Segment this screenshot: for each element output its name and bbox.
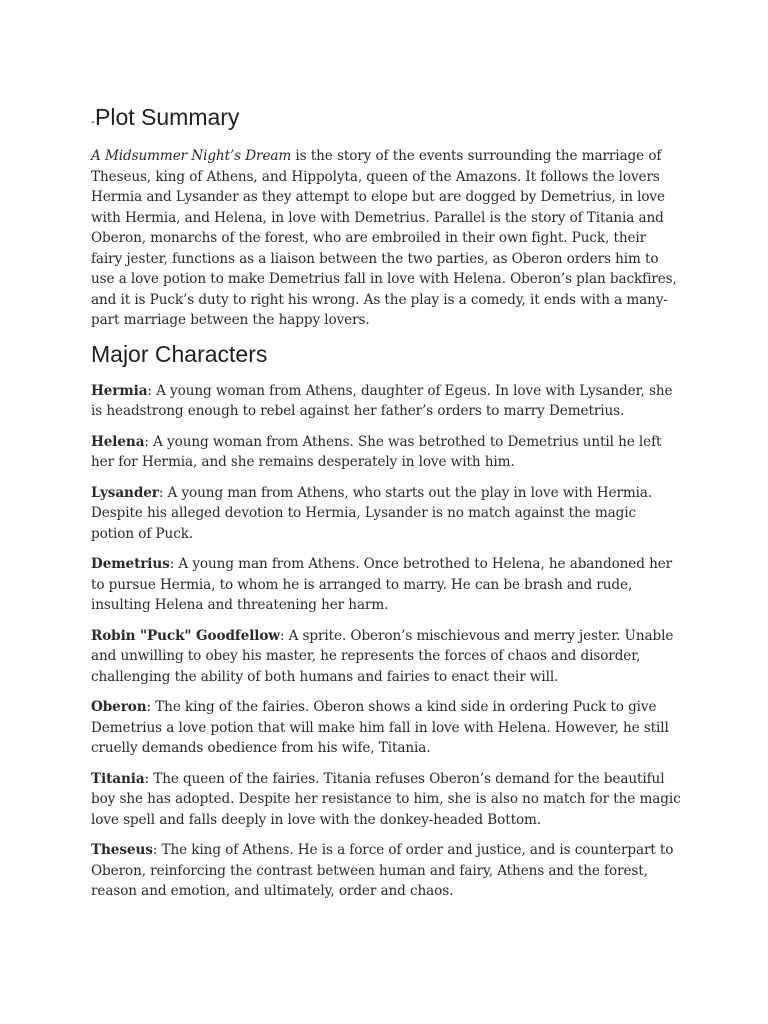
character-description: : The king of the fairies. Oberon shows a kind side in ordering Puck to give Demetrius a love potion that will make him fall in love with Helena. However, he still cruelly demands obedience from his wife, Titania. [91,699,669,756]
character-entry-puck [91,626,681,688]
plot-summary-paragraph [91,146,681,331]
character-name: Hermia [91,382,148,399]
document-page [91,100,681,912]
character-entry-lysander [91,483,681,545]
character-description: : The king of Athens. He is a force of order and justice, and is counterpart to Oberon, reinforcing the contrast between human and fairy, Athens and the forest, reason and emotion, and ultimately, order and chaos. [91,842,674,899]
character-entry-hermia [91,381,681,422]
character-name: Oberon [91,699,147,715]
character-description: : A young woman from Athens. She was betrothed to Demetrius until he left her for Hermia, and she remains desperately in love with him. [91,433,662,470]
heading-dash: - [91,114,95,128]
character-description: : A young man from Athens. Once betrothed to Helena, he abandoned her to pursue Hermia, to whom he is arranged to marry. He can be brash and rude, insulting Helena and threatening her harm. [91,556,673,613]
character-description: : The queen of the fairies. Titania refuses Oberon’s demand for the beautiful boy she has adopted. Despite her resistance to him, she is also no match for the magic love spell and falls deeply in love with the donkey-headed Bottom. [91,770,681,828]
character-entry-titania [91,769,681,831]
character-description: : A sprite. Oberon’s mischievous and merry jester. Unable and unwilling to obey his master, he represents the forces of chaos and disorder, challenging the ability of both humans and fairies to enact their will. [91,627,674,685]
character-description: : A young woman from Athens, daughter of Egeus. In love with Lysander, she is headstrong enough to rebel against her father’s orders to marry Demetrius. [91,382,673,419]
character-name: Demetrius [91,556,170,572]
character-name: Theseus [91,842,153,858]
character-list [91,381,681,902]
character-entry-theseus [91,840,681,902]
character-name: Titania [91,770,145,787]
character-entry-helena [91,432,681,473]
play-title: A Midsummer Night’s Dream [91,148,292,164]
character-entry-oberon [91,697,681,759]
character-entry-demetrius [91,554,681,616]
plot-summary-text: is the story of the events surrounding the marriage of Theseus, king of Athens, and Hippolyta, queen of the Amazons. It follows the lovers Hermia and Lysander as they attempt to elope but are dogged by Demetrius, in love with Hermia, and Helena, in love with Demetrius. Parallel is the story of Titania and Oberon, monarchs of the forest, who are embroiled in their own fight. Puck, their fairy jester, functions as a liaison between the two parties, as Oberon orders him to use a love potion to make Demetrius fall in love with Helena. Oberon’s plan backfires, and it is Puck’s duty to right his wrong. As the play is a comedy, it ends with a many-part marriage between the happy lovers. [91,148,677,328]
major-characters-heading: Major Characters [91,340,268,367]
character-name: Lysander [91,484,159,501]
character-description: : A young man from Athens, who starts out the play in love with Hermia. Despite his alleged devotion to Hermia, Lysander is no match against the magic potion of Puck. [91,484,653,542]
character-name: Helena [91,433,145,450]
character-name: Robin "Puck" Goodfellow [91,627,280,644]
plot-summary-heading [91,100,681,138]
plot-summary-heading-text: Plot Summary [95,104,240,130]
